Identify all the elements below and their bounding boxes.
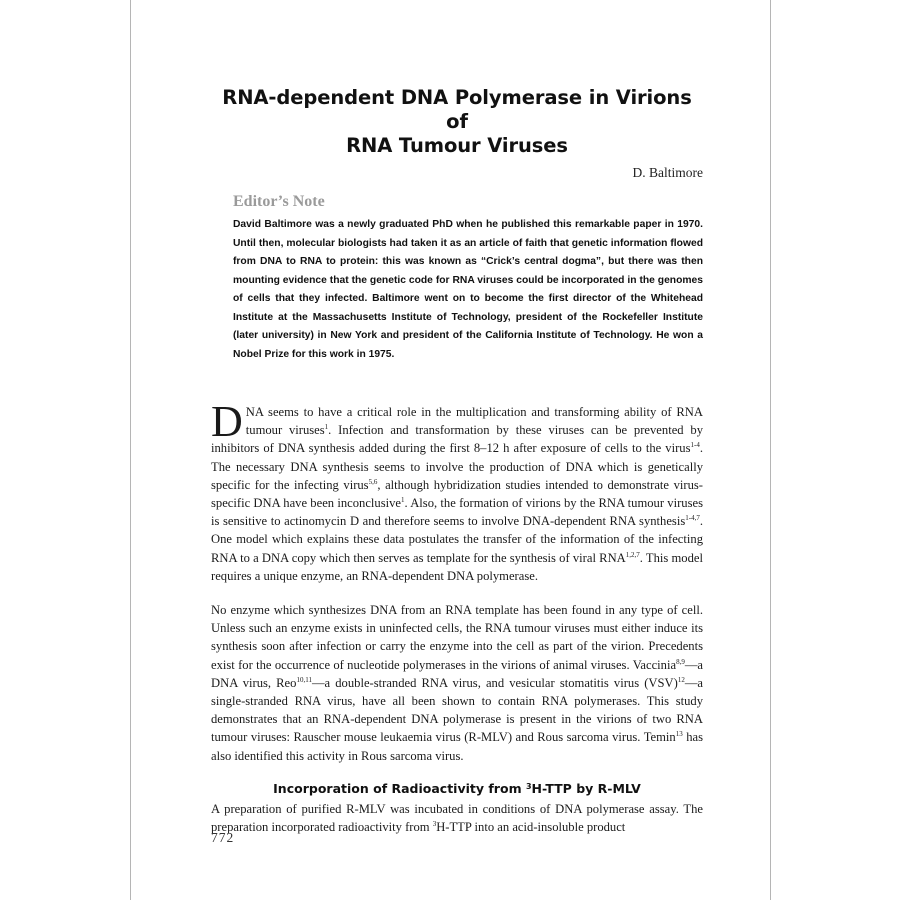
body-paragraph-3: A preparation of purified R-MLV was incubated in conditions of DNA polymerase assay. The preparation incorporated radioactivity from $^3$H-TTP into an acid-insoluble product — [211, 801, 703, 835]
author-name: D. Baltimore — [632, 165, 703, 180]
editors-note-heading: Editor’s Note — [233, 193, 325, 210]
citation: 8,9 — [676, 657, 685, 666]
section-heading: Incorporation of Radioactivity from $^3$H-TTP by R-MLV — [273, 780, 641, 796]
editors-note-text: David Baltimore was a newly graduated PhD when he published this remarkable paper in 1970. Until then, molecular biologists had taken it as an article of faith that genetic information flowed from DNA to RNA to protein: this was known as “Crick’s central dogma”, but there was then mounting evidence that the genetic code for RNA viruses could be incorporated in the genomes of cells that they infected. Baltimore went on to become the first director of the Whitehead Institute at the Massachusetts Institute of Technology, president of the Rockefeller Institute (later university) in New York and president of the California Institute of Technology. He won a Nobel Prize for this work in 1975. — [233, 219, 703, 360]
editors-note — [233, 193, 703, 364]
page-number: 772 — [211, 830, 235, 845]
citation: 1 — [324, 423, 329, 432]
body-paragraph-2: No enzyme which synthesizes DNA from an RNA template has been found in any type of cell. Unless such an enzyme exists in uninfected cells, the RNA tumour viruses must either induce its synthesis soon after infection or carry the enzyme into the cell as part of the virion. Precedents exist for the occurrence of nucleotide polymerases in the virions of animal viruses. Vaccinia$^{8,9}$—a DNA virus, Reo$^{10,11}$—a double-stranded RNA virus, and vesicular stomatitis virus (VSV)$^{12}$—a single-stranded RNA virus, have all been shown to contain RNA polymerases. This study demonstrates that an RNA-dependent DNA polymerase is present in the virions of two RNA tumour viruses: Rauscher mouse leukaemia virus (R-MLV) and Rous sarcoma virus. Temin$^{13}$ has also identified this activity in Rous sarcoma virus. — [211, 603, 704, 763]
citation: 1-4,7 — [685, 514, 700, 523]
citation: 5,6 — [368, 477, 378, 486]
citation: 10,11 — [296, 675, 312, 684]
citation: 12 — [677, 675, 685, 684]
article-title — [211, 86, 703, 158]
citation: 13 — [675, 730, 683, 739]
superscript: 3 — [432, 820, 437, 829]
superscript: 3 — [525, 781, 532, 791]
citation: 1 — [401, 496, 405, 505]
document-page — [130, 0, 771, 900]
page-content — [211, 86, 703, 836]
citation: 1,2,7 — [625, 550, 640, 559]
title-line-2: RNA Tumour Viruses — [346, 134, 568, 157]
title-line-1: RNA-dependent DNA Polymerase in Virions of — [222, 86, 692, 133]
citation: 1-4 — [690, 441, 700, 450]
body-paragraph-1: DNA seems to have a critical role in the multiplication and transforming ability of RNA tumour viruses$^1$. Infection and transformation by these viruses can be prevented by inhibitors of DNA synthesis added during the first 8–12 h after exposure of cells to the virus$^{1-4}$. The necessary DNA synthesis seems to involve the production of DNA which is genetically specific for the infecting virus$^{5,6}$, although hybridization studies intended to demonstrate virus-specific DNA have been inconclusive$^1$. Also, the formation of virions by the RNA tumour viruses is sensitive to actinomycin D and therefore seems to involve DNA-dependent RNA synthesis$^{1-4,7}$. One model which explains these data postulates the transfer of the information of the infecting RNA to a DNA copy which then serves as template for the synthesis of viral RNA$^{1,2,7}$. This model requires a unique enzyme, an RNA-dependent DNA polymerase. — [211, 397, 703, 583]
drop-cap: D — [211, 397, 243, 446]
